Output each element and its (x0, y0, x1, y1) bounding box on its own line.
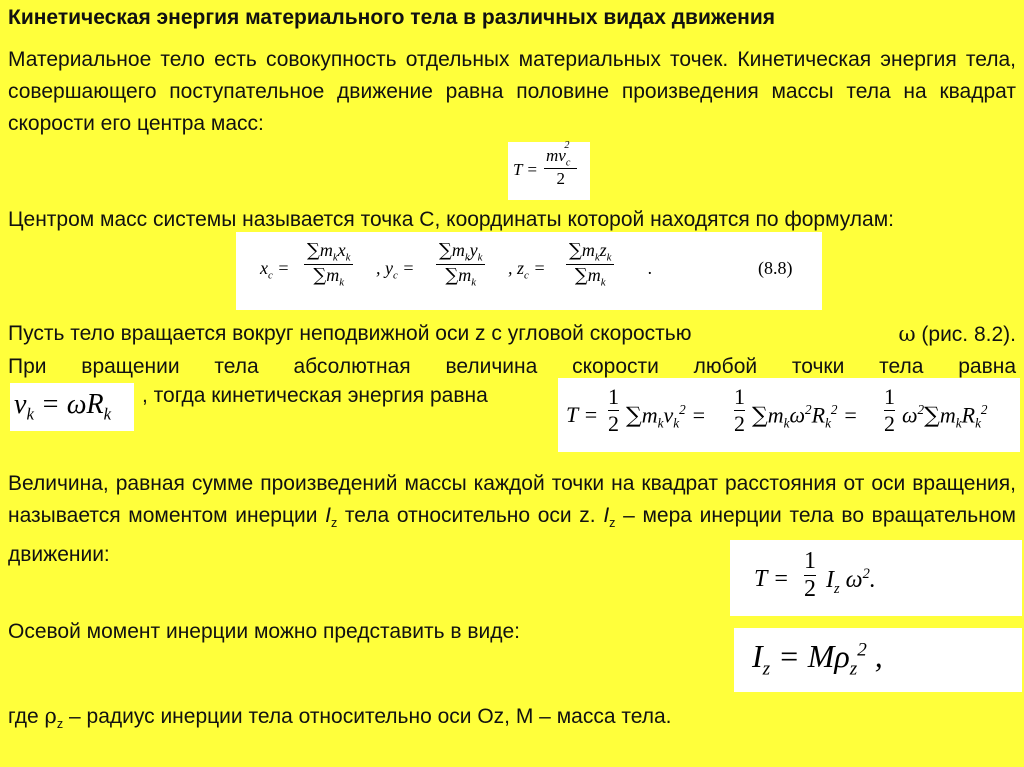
paragraph-rotation (8, 318, 1016, 383)
formula-translational-energy: T = $mv_c^2$ 2 (508, 142, 590, 200)
paragraph-axial-moment: Осевой момент инерции можно представить в виде: (8, 620, 521, 643)
radius-text-a: где (8, 705, 39, 728)
rotation-line-3: , тогда кинетическая энергия равна (142, 384, 488, 407)
moi-text-c: – мера инерции тела во вращательном движении: (8, 504, 1016, 567)
figure-ref: (рис. 8.2). (921, 323, 1016, 346)
formula-radius-of-gyration: $I_z = M\rho_z^2$ , (734, 628, 1022, 692)
rho-subscript: z (56, 717, 64, 732)
paragraph-translational: Материальное тело есть совокупность отдельных материальных точек. Кинетическая энергия тела, совершающего поступательное движение равна половине произведения массы тела на квадрат скорости его центра масс: (8, 48, 1016, 135)
rotation-line-2: При вращении тела абсолютная величина скорости любой точки тела равна (8, 355, 1016, 378)
rotation-line-1: Пусть тело вращается вокруг неподвижной оси z с угловой скоростью (8, 322, 692, 345)
equation-number: (8.8) (758, 258, 793, 278)
moi-subscript: z (330, 516, 338, 531)
radius-text-b: – радиус инерции тела относительно оси Oz, M – масса тела. (69, 705, 672, 728)
moi-text-a: Величина, равная сумме произведений массы каждой точки на квадрат расстояния от оси вращения, называется моментом инерции (8, 472, 1016, 527)
rho-symbol: ρ (44, 704, 57, 728)
moi-symbol-2: I (603, 504, 610, 527)
formula-rotational-energy: T = 1 2 $\sum m_kv_k^2$ = 1 2 $\sum m_k\omega^2R_k^2$ = 1 2 $\omega^2\sum m_kR_k^2$ (558, 378, 1020, 452)
moi-symbol: I (325, 504, 331, 527)
formula-center-of-mass: $x_c$ = $\sum m_kx_k$ $\sum m_k$ , $y_c$ = $\sum m_ky_k$ $\sum m_k$ , $z_c$ = $\sum m_kz_k$ $\sum m_k$ . (8.8) (236, 232, 822, 310)
moi-text-b: тела относительно оси z. (344, 504, 596, 527)
paragraph-radius (8, 700, 1016, 740)
omega-symbol: ω (898, 322, 916, 346)
moi-subscript-2: z (609, 516, 616, 531)
formula-velocity: $v_k = \omega R_k$ (10, 383, 134, 431)
formula-rotational-energy-short: T = 1 2 $I_z$ $\omega^2$. (730, 540, 1022, 616)
paragraph-center-of-mass: Центром масс системы называется точка С, координаты которой находятся по формулам: (8, 208, 894, 231)
page-title: Кинетическая энергия материального тела в различных видах движения (8, 6, 775, 29)
